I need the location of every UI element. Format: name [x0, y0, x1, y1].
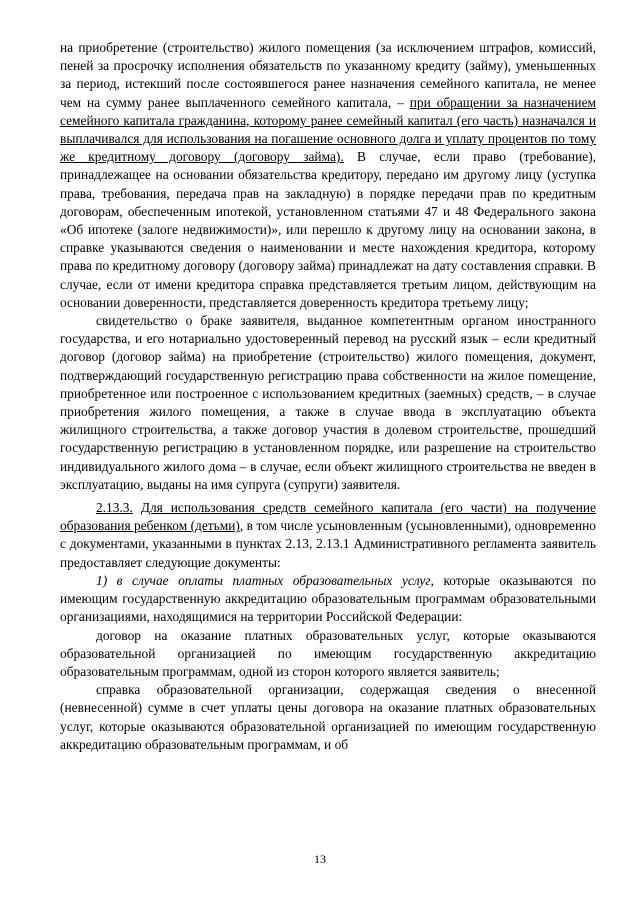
paragraph-text: , которые оказываются по имеющим государственную аккредитацию образовательным программам образовательными организациями, находящимися на территории Российской Федерации: — [60, 572, 596, 625]
page-number: 13 — [314, 852, 326, 866]
underlined-text: Для использования средств семейного капитала (его части) на получение образования ребенком (детьми) — [60, 500, 596, 534]
paragraph-contract: договор на оказание платных образовательных услуг, которые оказываются образовательной организацией по имеющим государственную аккредитацию образовательным программам, одной из сторон которого является заявитель; — [60, 627, 596, 679]
paragraph-section-2-13-3 — [60, 499, 596, 572]
paragraph-text: на приобретение (строительство) жилого помещения (за исключением штрафов, комиссий, пеней за просрочку исполнения обязательств по указанному кредиту (займу), уменьшенных за период, истекший после состоявшегося ранее назначения семейного капитала, не менее чем на сумму ранее выплаченного семейного капитала, – — [60, 40, 596, 110]
paragraph-marriage-certificate: свидетельство о браке заявителя, выданное компетентным органом иностранного государства, и его нотариально удостоверенный перевод на русский язык – если кредитный договор (договор займа) на приобретение (строительство) жилого помещения, документ, подтверждающий государственную регистрацию права собственности на жилое помещение, приобретенное или построенное с использованием кредитных (заемных) средств, – в случае приобретения жилого помещения, а также в случае ввода в эксплуатацию объекта жилищного строительства, а также договор участия в долевом строительстве, прошедший государственную регистрацию в установленном порядке, или разрешение на строительство индивидуального жилого дома – в случае, если объект жилищного строительства не введен в эксплуатацию, выданы на имя супруга (супруги) заявителя. — [60, 313, 596, 492]
section-number: 2.13.3. — [96, 500, 133, 516]
paragraph-text: , в том числе усыновленным (усыновленными), одновременно с документами, указанными в пунктах 2.13, 2.13.1 Административного регламента заявитель предоставляет следующие документы: — [60, 518, 597, 570]
paragraph-credit-certificate — [60, 39, 596, 312]
italic-text: 1) в случае оплаты платных образовательных услуг — [96, 572, 431, 588]
page-body — [60, 39, 596, 754]
underlined-text: при обращении за назначением семейного капитала гражданина, которому ранее семейный капитал (его часть) назначался и выплачивался для использования на погашение основного долга и уплату процентов по тому же кредитному договору (договору займа). — [60, 94, 596, 165]
paragraph-education-certificate: справка образовательной организации, содержащая сведения о внесенной (невнесенной) сумме в счет уплаты цены договора на оказание платных образовательных услуг, которые оказываются образовательной организацией по имеющим государственную аккредитацию образовательным программам, и об — [60, 682, 596, 752]
paragraph-item-1 — [60, 572, 596, 627]
paragraph-text: В случае, если право (требование), принадлежащее на основании обязательства кредитору, передано им другому лицу (уступка права, требования, передача прав на закладную) в порядке передачи прав по кредитным договорам, обеспеченным ипотекой, установленном статьями 47 и 48 Федерального закона «Об ипотеке (залоге недвижимости)», или перешло к другому лицу на основании закона, в справке указываются сведения о наименовании и месте нахождения кредитора, которому права по кредитному договору (договору займа) принадлежат на дату составления справки. В случае, если от имени кредитора справка представляется третьим лицом, действующим на основании доверенности, представляется доверенность кредитора третьему лицу; — [60, 149, 596, 310]
